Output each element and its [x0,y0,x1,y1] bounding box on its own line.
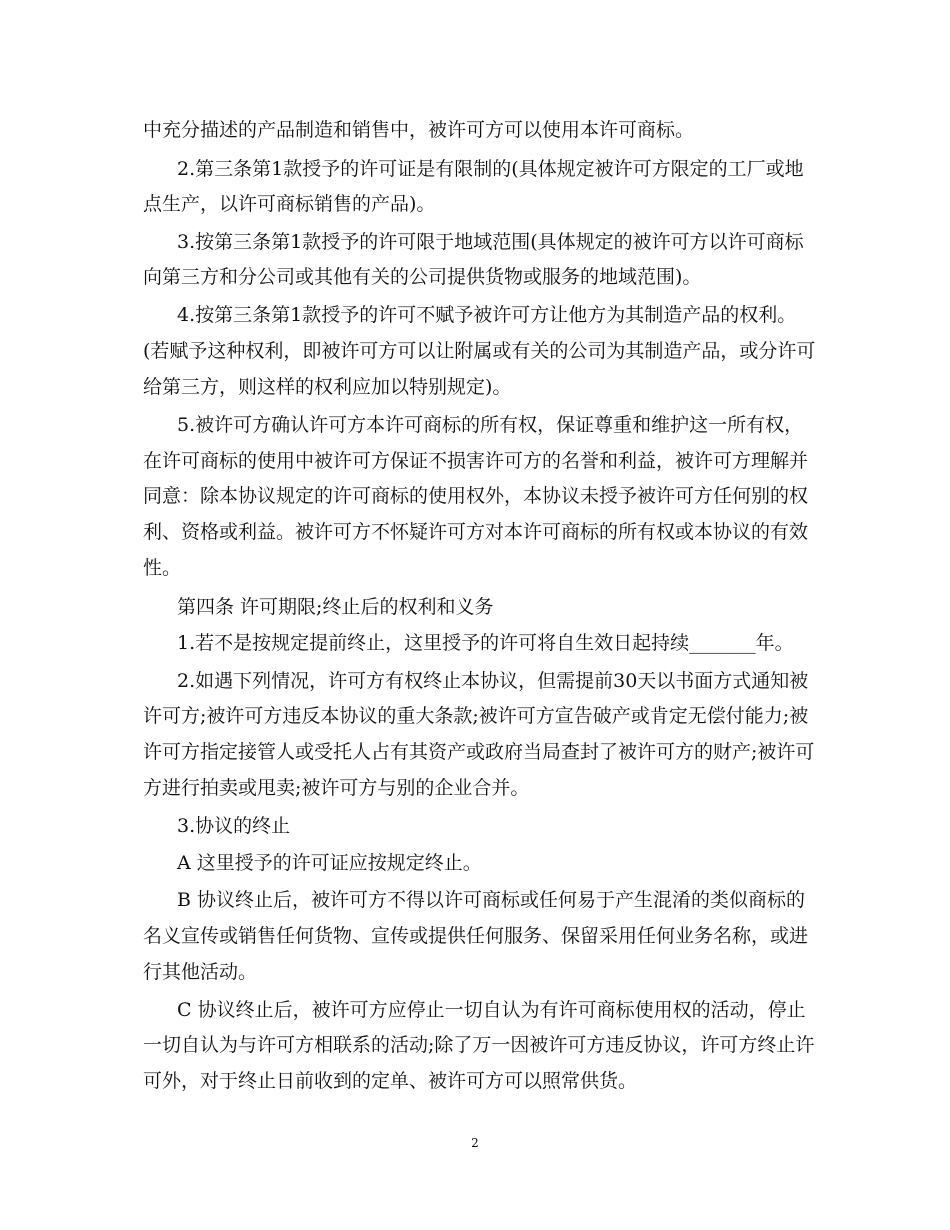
text-line: 1.若不是按规定提前终止，这里授予的许可将自生效日起持续_______年。 [177,632,794,654]
text-line: 许可方指定接管人或受托人占有其资产或政府当局查封了被许可方的财产;被许可 [143,741,815,763]
text-line: (若赋予这种权利，即被许可方可以让附属或有关的公司为其制造产品，或分许可 [143,340,816,362]
page-number: 2 [471,1136,479,1150]
text-line: 许可方;被许可方违反本协议的重大条款;被许可方宣告破产或肯定无偿付能力;被 [143,705,809,727]
text-line: 向第三方和分公司或其他有关的公司提供货物或服务的地域范围)。 [143,266,702,288]
text-line: 在许可商标的使用中被许可方保证不损害许可方的名誉和利益，被许可方理解并 [143,450,809,472]
text-line: B 协议终止后，被许可方不得以许可商标或任何易于产生混淆的类似商标的 [177,889,806,911]
text-line: 4.按第三条第1款授予的许可不赋予被许可方让他方为其制造产品的权利。 [177,304,797,326]
text-line: 性。 [143,557,182,579]
text-line: 中充分描述的产品制造和销售中，被许可方可以使用本许可商标。 [143,119,695,141]
text-line: 利、资格或利益。被许可方不怀疑许可方对本许可商标的所有权或本协议的有效 [143,521,809,543]
text-line: 3.按第三条第1款授予的许可限于地域范围(具体规定的被许可方以许可商标 [177,231,804,253]
text-line: 方进行拍卖或甩卖;被许可方与别的企业合并。 [143,777,530,799]
text-line: 一切自认为与许可方相联系的活动;除了万一因被许可方违反协议，许可方终止许 [143,1034,815,1056]
section-heading: 第四条 许可期限;终止后的权利和义务 [177,596,494,618]
text-line: 行其他活动。 [143,961,258,983]
text-line: 2.如遇下列情况，许可方有权终止本协议，但需提前30天以书面方式通知被 [177,670,809,692]
text-line: A 这里授予的许可证应按规定终止。 [177,852,482,874]
text-line: 名义宣传或销售任何货物、宣传或提供任何服务、保留采用任何业务名称，或进 [143,925,809,947]
text-line: 可外，对于终止日前收到的定单、被许可方可以照常供货。 [143,1070,638,1092]
text-line: 同意：除本协议规定的许可商标的使用权外，本协议未授予被许可方任何别的权 [143,485,809,507]
text-line: 点生产，以许可商标销售的产品)。 [143,193,436,215]
text-line: 3.协议的终止 [177,815,291,837]
text-line: 5.被许可方确认许可方本许可商标的所有权，保证尊重和维护这一所有权， [177,414,804,436]
text-line: 2.第三条第1款授予的许可证是有限制的(具体规定被许可方限定的工厂或地 [177,158,804,180]
text-line: C 协议终止后，被许可方应停止一切自认为有许可商标使用权的活动，停止 [177,999,806,1021]
text-line: 给第三方，则这样的权利应加以特别规定)。 [143,376,512,398]
